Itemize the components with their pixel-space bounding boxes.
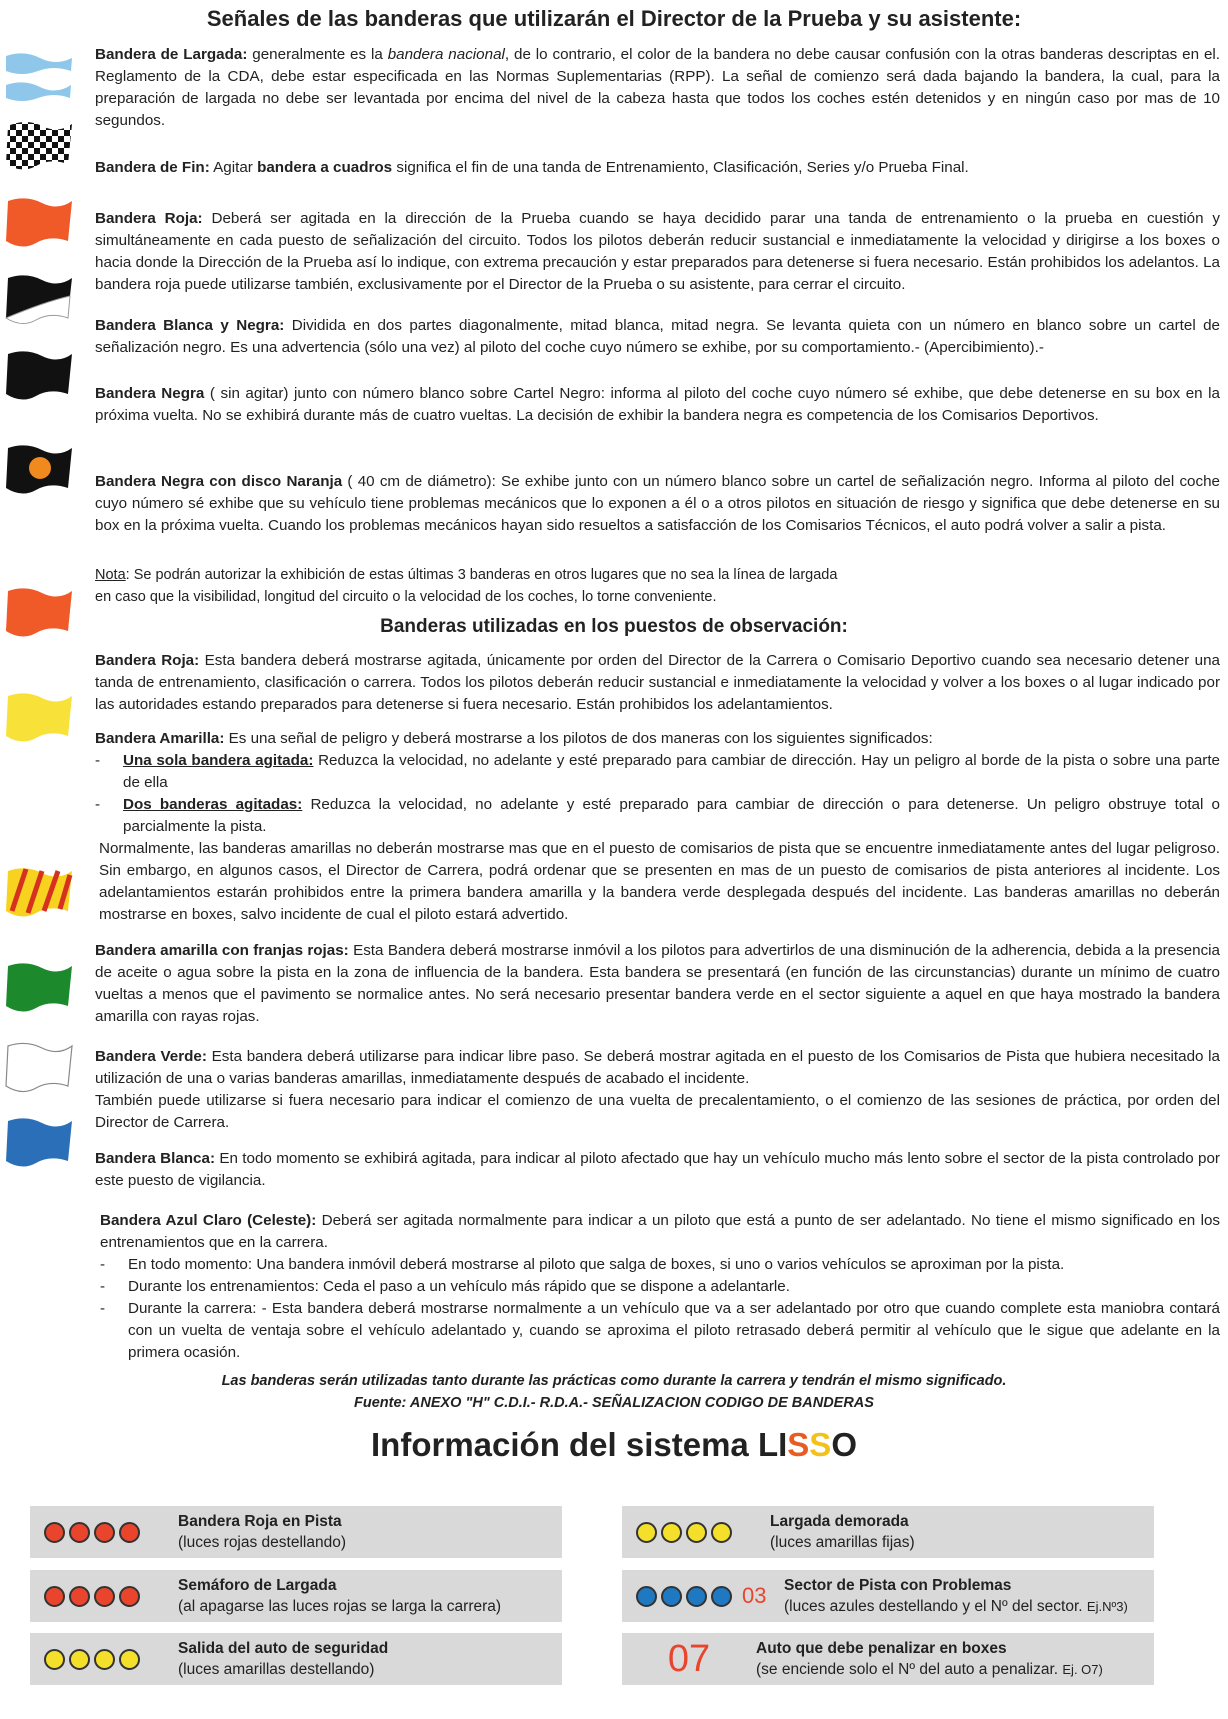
black-orange-disc-flag-icon: [4, 442, 74, 496]
lisso-item: Bandera Roja en Pista (luces rojas destellando): [30, 1506, 562, 1558]
black-white-flag-icon: [4, 272, 74, 326]
yellow-light-icon: [94, 1649, 115, 1670]
lisso-item: Semáforo de Largada (al apagarse las luces rojas se larga la carrera): [30, 1570, 562, 1622]
red-light-icon: [44, 1522, 65, 1543]
footer: Las banderas serán utilizadas tanto durante las prácticas como durante la carrera y tendrán el mismo significado. Fuente: ANEXO "H" C.D.I.- R.D.A.- SEÑALIZACION CODIGO DE BANDERAS: [221, 1373, 1007, 1411]
obs-green-flag-text: Bandera Verde: Esta bandera deberá utilizarse para indicar libre paso. Se deberá mostrar agitada en el puesto de los Comisarios de Pista que hubiera necesitado la utilización de una o varias banderas amarillas, inmediatamente después de acabado el incidente. También puede utilizarse si fuera necesario para indicar el comienzo de una vuelta de precalentamiento, o el comienzo de las sesiones de práctica, por orden del Director de Carrera.: [95, 1048, 1220, 1131]
note: Nota: Se podrán autorizar la exhibición de estas últimas 3 banderas en otros lugares que no sea la línea de largada en caso que la visibilidad, longitud del circuito o la velocidad de los coches, lo torne conveniente.: [95, 567, 838, 605]
yellow-light-icon: [44, 1649, 65, 1670]
blue-light-icon: [636, 1586, 657, 1607]
green-flag-icon: [4, 960, 74, 1014]
lisso-title: Información del sistema LISSO: [371, 1426, 857, 1463]
red-flag-text: Bandera Roja: Deberá ser agitada en la dirección de la Prueba cuando se haya decidido parar una tanda de entrenamiento o la prueba en cuestión y simultáneamente en cada puesto de señalización del circuito. Todos los pilotos deberán reducir sustancial e inmediatamente la velocidad y dirigirse a los boxes o hacia donde la Dirección de la Prueba así lo indique, con extrema precaución y estar preparados para detenerse si fuera necesario. Están prohibidos los adelantos. La bandera roja puede utilizarse también, exclusivamente por el Director de la Prueba o su asistente, para cerrar el circuito.: [95, 210, 1220, 293]
obs-red-flag-text: Bandera Roja: Esta bandera deberá mostrarse agitada, únicamente por orden del Director de la Carrera o Comisario Deportivo cuando sea necesario detener una tanda de entrenamiento, clasificación o carrera. Todos los pilotos deberán reducir sustancial e inmediatamente la velocidad y volver a los boxes o al lugar indicado por las autoridades estando preparados para detenerse si fuera necesario. Están prohibidos los adelantamientos.: [95, 652, 1220, 713]
yellow-lights: [30, 1649, 178, 1670]
yellow-light-icon: [636, 1522, 657, 1543]
lisso-item: 03 Sector de Pista con Problemas (luces azules destellando y el Nº del sector. Ej.Nº3): [622, 1570, 1154, 1622]
list-item: - Dos banderas agitadas: Reduzca la velocidad, no adelante y esté preparado para cambiar de dirección o para detenerse. Un peligro obstruye total o parcialmente la pista.: [95, 796, 1220, 835]
yellow-light-icon: [711, 1522, 732, 1543]
red-light-icon: [94, 1522, 115, 1543]
blue-light-icon: [711, 1586, 732, 1607]
list-item: - Durante la carrera: - Esta bandera deberá mostrarse normalmente a un vehículo que va a ser adelantado por otro que cuando complete esta maniobra contará con un vuelta de ventaja sobre el vehículo adelantado y, cuando se aproxima el piloto retrasado deberá permitir al vehículo que le sigue que adelante en la primera ocasión.: [100, 1300, 1220, 1361]
flag-name: Bandera de Largada:: [95, 46, 248, 63]
list-item: - En todo momento: Una bandera inmóvil deberá mostrarse al piloto que salga de boxes, si uno o varios vehículos se aproximan por la pista.: [100, 1256, 1065, 1273]
blue-light-icon: [661, 1586, 682, 1607]
obs-yellow-flag-text: Bandera Amarilla: Es una señal de peligro y deberá mostrarse a los pilotos de dos maneras con los siguientes significados: - Una sola bandera agitada: Reduzca la velocidad, no adelante y esté preparado para cambiar de dirección. Hay un peligro al borde de la pista o sobre una parte de ella - Dos banderas agitadas: Reduzca la velocidad, no adelante y esté preparado para cambiar de dirección o para detenerse. Un peligro obstruye total o parcialmente la pista. Normalmente, las banderas amarillas no deberán mostrarse mas que en el puesto de comisarios de pista que se encuentre inmediatamente antes del lugar peligroso. Sin embargo, en algunos casos, el Director de Carrera, podrá ordenar que se presenten en mas de un puesto de comisarios de pista anteriores al incidente. Los adelantamientos estarán prohibidos entre la primera bandera amarilla y la bandera verde desplegada después del incidente. Las banderas amarillas no deberán mostrarse en boxes, salvo incidente de cual el piloto estará advertido.: [95, 730, 1220, 923]
yellow-light-icon: [686, 1522, 707, 1543]
red-lights: [30, 1586, 178, 1607]
red-light-icon: [119, 1522, 140, 1543]
section-subtitle: Banderas utilizadas en los puestos de observación:: [380, 616, 848, 637]
yellow-flag-icon: [4, 690, 74, 744]
yellow-light-icon: [661, 1522, 682, 1543]
yellow-light-icon: [69, 1649, 90, 1670]
red-flag-icon: [4, 195, 74, 249]
obs-white-flag-text: Bandera Blanca: En todo momento se exhibirá agitada, para indicar al piloto afectado que hay un vehículo mucho más lento sobre el sector de la pista controlado por este puesto de vigilancia.: [95, 1150, 1220, 1189]
obs-blue-flag-text: Bandera Azul Claro (Celeste): Deberá ser agitada normalmente para indicar a un piloto que está a punto de ser adelantado. No tiene el mismo significado en los entrenamientos que en la carrera. - En todo momento: Una bandera inmóvil deberá mostrarse al piloto que salga de boxes, si uno o varios vehículos se aproximan por la pista. - Durante los entrenamientos: Ceda el paso a un vehículo más rápido que se dispone a adelantarle. - Durante la carrera: - Esta bandera deberá mostrarse normalmente a un vehículo que va a ser adelantado por otro que cuando complete esta maniobra contará con un vuelta de ventaja sobre el vehículo adelantado y, cuando se aproxima el piloto retrasado deberá permitir al vehículo que le sigue que adelante en la primera ocasión.: [100, 1210, 1220, 1364]
black-flag-text: Bandera Negra ( sin agitar) junto con número blanco sobre Cartel Negro: informa al piloto del coche cuyo número sé exhibe, que debe detenerse en su box en la próxima vuelta. No se exhibirá durante más de cuatro vueltas. La decisión de exhibir la bandera negra es competencia de los Comisarios Deportivos.: [95, 385, 1220, 424]
blue-lights: 03: [622, 1583, 784, 1609]
blue-light-icon: [686, 1586, 707, 1607]
checkered-flag-icon: [4, 118, 74, 172]
lisso-item: 07 Auto que debe penalizar en boxes (se enciende solo el Nº del auto a penalizar. Ej. O7): [622, 1633, 1154, 1685]
yellow-lights: [622, 1522, 770, 1543]
black-orange-flag-text: Bandera Negra con disco Naranja ( 40 cm de diámetro): Se exhibe junto con un número blanco sobre un cartel de señalización negro. Informa al piloto del coche cuyo número sé exhibe que su vehículo tiene problemas mecánicos que lo exponen a él o a otros pilotos en situación de riesgo y significa que debe detenerse en su box en la próxima vuelta. Cuando los problemas mecánicos hayan sido resueltos a satisfacción de los Comisarios Técnicos, el auto podrá volver a salir a pista.: [95, 473, 1220, 534]
red-light-icon: [119, 1586, 140, 1607]
lisso-item: Largada demorada (luces amarillas fijas): [622, 1506, 1154, 1558]
finish-flag-text: Bandera de Fin: Agitar bandera a cuadros significa el fin de una tanda de Entrenamiento, Clasificación, Series y/o Prueba Final.: [95, 159, 969, 176]
page-title: Señales de las banderas que utilizarán el Director de la Prueba y su asistente:: [206, 6, 1022, 31]
red-light-icon: [94, 1586, 115, 1607]
red-light-icon: [44, 1586, 65, 1607]
black-flag-icon: [4, 348, 74, 402]
white-flag-icon: [4, 1040, 74, 1094]
lisso-item: Salida del auto de seguridad (luces amarillas destellando): [30, 1633, 562, 1685]
red-light-icon: [69, 1586, 90, 1607]
argentina-flag-icon: [4, 50, 74, 104]
obs-yellow-red-flag-text: Bandera amarilla con franjas rojas: Esta Bandera deberá mostrarse inmóvil a los pilotos para advertirlos de una disminución de la adherencia, debida a la presencia de aceite o agua sobre la pista en la zona de influencia de la bandera. Esta bandera se presentará (en función de las circunstancias) durante un mínimo de cuatro vueltas a menos que el pavimento se normalice antes. No será necesario presentar bandera verde en el sector siguiente a aquel en que haya mostrado la bandera amarilla con rayas rojas.: [95, 942, 1220, 1025]
black-white-flag-text: Bandera Blanca y Negra: Dividida en dos partes diagonalmente, mitad blanca, mitad negra. Se levanta quieta con un número en blanco sobre un cartel de señalización negro. Es una advertencia (sólo una vez) al piloto del coche cuyo número se exhibe, por su comportamiento.- (Apercibimiento).-: [95, 317, 1220, 356]
list-item: - Durante los entrenamientos: Ceda el paso a un vehículo más rápido que se dispone a adelantarle.: [100, 1278, 790, 1295]
red-light-icon: [69, 1522, 90, 1543]
yellow-light-icon: [119, 1649, 140, 1670]
red-lights: [30, 1522, 178, 1543]
start-flag-text: Bandera de Largada: generalmente es la bandera nacional, de lo contrario, el color de la bandera no debe causar confusión con la otras banderas descriptas en el. Reglamento de la CDA, debe estar especificada en las Normas Suplementarias (RPP). La señal de comienzo será dada bajando la bandera, la cual, para la preparación de largada no debe ser levantada por encima del nivel de la cabeza hasta que todos los coches estén detenidos y en ningún caso por mas de 10 segundos.: [95, 46, 1220, 129]
list-item: - Una sola bandera agitada: Reduzca la velocidad, no adelante y esté preparado para cambiar de dirección. Hay un peligro al borde de la pista o sobre una parte de ella: [95, 752, 1220, 791]
yellow-red-stripes-flag-icon: [4, 865, 74, 919]
light-blue-flag-icon: [4, 1115, 74, 1169]
